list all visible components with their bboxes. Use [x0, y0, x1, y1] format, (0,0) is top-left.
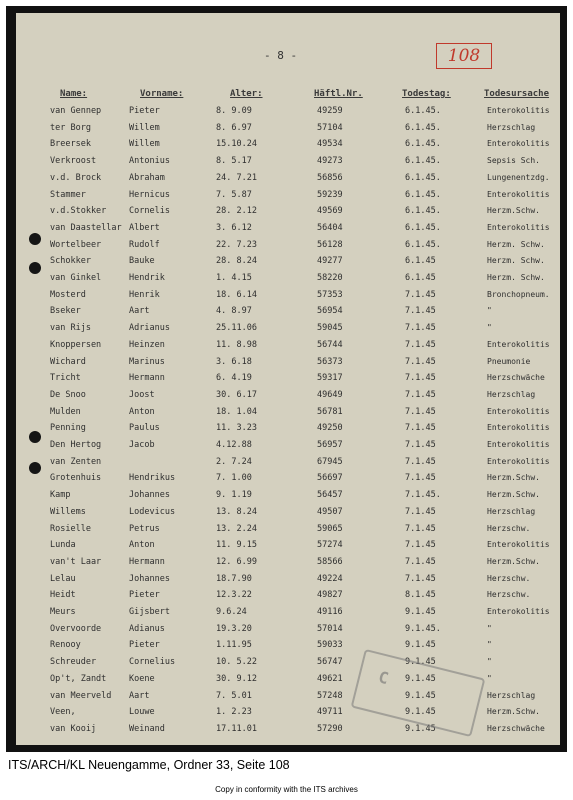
- cell-age: 8. 5.17: [216, 156, 252, 167]
- cell-nr: 58566: [317, 556, 343, 567]
- cell-nr: 57290: [317, 723, 343, 734]
- cell-first: Pieter: [129, 640, 160, 651]
- cell-nr: 67945: [317, 456, 343, 467]
- punch-hole: [29, 462, 41, 474]
- cell-name: Renooy: [50, 640, 81, 651]
- cell-date: 7.1.45: [405, 506, 436, 517]
- cell-date: 6.1.45.: [405, 222, 441, 233]
- cell-first: Paulus: [129, 423, 160, 434]
- cell-cause: Herzm.Schw.: [487, 473, 540, 483]
- cell-first: Hendrikus: [129, 473, 176, 484]
- document-page: [16, 13, 560, 745]
- cell-date: 7.1.45: [405, 540, 436, 551]
- cell-date: 6.1.45.: [405, 239, 441, 250]
- cell-name: Verkroost: [50, 156, 97, 167]
- cell-age: 13. 8.24: [216, 506, 257, 517]
- cell-cause: Herzschw.: [487, 573, 531, 583]
- cell-cause: Herzm.Schw.: [487, 556, 540, 566]
- cell-age: 9. 1.19: [216, 490, 252, 501]
- cell-cause: Pneumonie: [487, 356, 531, 366]
- table-row: [16, 203, 560, 219]
- cell-cause: Enterokolitis: [487, 406, 550, 416]
- punch-hole: [29, 233, 41, 245]
- table-row: [16, 237, 560, 253]
- cell-name: Den Hertog: [50, 440, 102, 450]
- cell-date: 7.1.45: [405, 339, 436, 350]
- cell-age: 30. 9.12: [216, 673, 257, 684]
- table-row: [16, 721, 560, 737]
- cell-date: 6.1.45.: [405, 139, 441, 150]
- cell-age: 12.3.22: [216, 590, 252, 601]
- cell-cause: Enterokolitis: [487, 139, 550, 149]
- cell-cause: Enterokolitis: [487, 423, 550, 433]
- table-row: [16, 504, 560, 520]
- cell-name: Kamp: [50, 490, 71, 501]
- cell-age: 1. 2.23: [216, 707, 252, 718]
- cell-nr: 49224: [317, 573, 343, 584]
- cell-age: 19.3.20: [216, 623, 252, 634]
- cell-first: Hendrik: [129, 273, 165, 283]
- cell-first: Antonius: [129, 156, 170, 167]
- cell-name: Wichard: [50, 356, 86, 367]
- cell-first: Marinus: [129, 356, 165, 367]
- table-row: [16, 287, 560, 303]
- table-row: [16, 136, 560, 152]
- cell-nr: 49569: [317, 206, 343, 217]
- cell-date: 7.1.45: [405, 323, 436, 334]
- archive-reference: ITS/ARCH/KL Neuengamme, Ordner 33, Seite 108: [8, 758, 290, 772]
- cell-cause: Herzschwäche: [487, 373, 545, 383]
- cell-name: Meurs: [50, 607, 76, 617]
- table-row: [16, 437, 560, 453]
- cell-name: van Ginkel: [50, 273, 102, 283]
- cell-age: 17.11.01: [216, 723, 257, 734]
- cell-cause: ": [487, 640, 492, 650]
- cell-date: 6.1.45.: [405, 122, 441, 133]
- header-age: Alter:: [230, 89, 263, 99]
- cell-name: van Gennep: [50, 106, 102, 116]
- cell-age: 7. 5.01: [216, 690, 252, 701]
- cell-date: 7.1.45: [405, 289, 436, 300]
- cell-cause: Enterokolitis: [487, 456, 550, 466]
- cell-first: Rudolf: [129, 239, 160, 250]
- cell-nr: 56781: [317, 406, 343, 417]
- cell-cause: Herzm. Schw.: [487, 256, 545, 266]
- cell-first: Gijsbert: [129, 607, 170, 617]
- cell-age: 11. 9.15: [216, 540, 257, 551]
- cell-cause: Herzm. Schw.: [487, 239, 545, 249]
- cell-date: 7.1.45: [405, 406, 436, 417]
- cell-first: Bauke: [129, 256, 155, 267]
- cell-nr: 49534: [317, 139, 343, 150]
- cell-first: Cornelis: [129, 206, 170, 217]
- cell-date: 8.1.45: [405, 590, 436, 601]
- cell-first: Johannes: [129, 490, 170, 501]
- cell-date: 6.1.45.: [405, 172, 441, 183]
- cell-name: Stammer: [50, 189, 86, 200]
- table-row: [16, 103, 560, 119]
- cell-age: 15.10.24: [216, 139, 257, 150]
- cell-name: Schokker: [50, 256, 91, 267]
- cell-cause: Enterokolitis: [487, 440, 550, 449]
- cell-name: Lunda: [50, 540, 76, 551]
- cell-name: De Snoo: [50, 389, 86, 400]
- cell-name: Schreuder: [50, 657, 97, 668]
- cell-date: 7.1.45: [405, 389, 436, 400]
- table-row: [16, 370, 560, 386]
- copy-notice: Copy in conformity with the ITS archives: [215, 785, 358, 794]
- cell-date: 7.1.45: [405, 423, 436, 434]
- cell-name: v.d.Stokker: [50, 206, 107, 217]
- cell-name: Penning: [50, 423, 86, 434]
- table-row: [16, 220, 560, 236]
- cell-nr: 56747: [317, 657, 343, 668]
- cell-nr: 49116: [317, 607, 343, 617]
- cell-age: 9.6.24: [216, 607, 247, 617]
- table-row: [16, 404, 560, 420]
- cell-age: 11. 8.98: [216, 339, 257, 350]
- cell-cause: Herzm. Schw.: [487, 273, 545, 282]
- cell-nr: 49649: [317, 389, 343, 400]
- cell-age: 2. 7.24: [216, 456, 252, 467]
- cell-name: Mulden: [50, 406, 81, 417]
- table-row: [16, 587, 560, 603]
- cell-name: van Meerveld: [50, 690, 112, 701]
- cell-first: Anton: [129, 540, 155, 551]
- cell-cause: Herzschlag: [487, 389, 536, 399]
- cell-age: 8. 6.97: [216, 122, 252, 133]
- cell-age: 3. 6.18: [216, 356, 252, 367]
- cell-cause: Herzschwäche: [487, 723, 545, 733]
- cell-name: van Rijs: [50, 323, 91, 334]
- punch-hole: [29, 431, 41, 443]
- cell-nr: 56856: [317, 172, 343, 183]
- cell-age: 3. 6.12: [216, 222, 252, 233]
- cell-first: Henrik: [129, 289, 160, 300]
- cell-date: 6.1.45.: [405, 206, 441, 217]
- cell-first: Cornelius: [129, 657, 176, 668]
- cell-date: 9.1.45: [405, 657, 436, 668]
- cell-name: van Zenten: [50, 456, 102, 467]
- table-row: [16, 654, 560, 670]
- cell-nr: 59033: [317, 640, 343, 651]
- cell-first: Aart: [129, 306, 150, 317]
- table-row: [16, 420, 560, 436]
- cell-date: 6.1.45: [405, 256, 436, 267]
- cell-nr: 49711: [317, 707, 343, 718]
- cell-cause: Enterokolitis: [487, 106, 550, 115]
- cell-age: 18. 6.14: [216, 289, 257, 300]
- cell-age: 30. 6.17: [216, 389, 257, 400]
- cell-date: 9.1.45: [405, 607, 436, 617]
- cell-name: Rosielle: [50, 523, 91, 534]
- cell-name: Heidt: [50, 590, 76, 601]
- header-cause-of-death: Todesursache: [484, 89, 550, 99]
- cell-date: 7.1.45: [405, 440, 436, 450]
- cell-first: Koene: [129, 673, 155, 684]
- cell-first: Pieter: [129, 106, 160, 116]
- cell-name: v.d. Brock: [50, 172, 102, 183]
- cell-cause: Herzschlag: [487, 690, 536, 700]
- cell-name: Op't, Zandt: [50, 673, 107, 684]
- cell-cause: ": [487, 306, 492, 316]
- cell-age: 4. 8.97: [216, 306, 252, 317]
- cell-age: 10. 5.22: [216, 657, 257, 668]
- cell-name: Knoppersen: [50, 339, 102, 350]
- cell-date: 7.1.45: [405, 473, 436, 484]
- cell-cause: Lungenentzdg.: [487, 172, 550, 182]
- table-row: [16, 320, 560, 336]
- cell-name: Willems: [50, 506, 86, 517]
- cell-cause: Enterokolitis: [487, 540, 550, 550]
- table-row: [16, 487, 560, 503]
- cell-age: 4.12.88: [216, 440, 252, 450]
- cell-age: 28. 8.24: [216, 256, 257, 267]
- cell-first: Hernicus: [129, 189, 170, 200]
- page-number: - 8 -: [264, 49, 298, 62]
- cell-name: Veen,: [50, 707, 76, 718]
- cell-nr: 49259: [317, 106, 343, 116]
- cell-age: 12. 6.99: [216, 556, 257, 567]
- cell-age: 25.11.06: [216, 323, 257, 334]
- cell-first: Lodevicus: [129, 506, 176, 517]
- cell-nr: 56697: [317, 473, 343, 484]
- header-first-name: Vorname:: [140, 89, 184, 99]
- cell-cause: Enterokolitis: [487, 222, 550, 232]
- cell-cause: Herzschlag: [487, 506, 536, 516]
- table-row: [16, 537, 560, 553]
- cell-cause: ": [487, 323, 492, 333]
- cell-name: Overvoorde: [50, 623, 102, 634]
- cell-nr: 56404: [317, 222, 343, 233]
- cell-age: 28. 2.12: [216, 206, 257, 217]
- cell-date: 9.1.45: [405, 707, 436, 718]
- cell-nr: 57274: [317, 540, 343, 551]
- cell-name: Breersek: [50, 139, 91, 150]
- cell-name: van Daastellar: [50, 222, 122, 233]
- cell-nr: 56954: [317, 306, 343, 317]
- table-row: [16, 470, 560, 486]
- table-row: [16, 554, 560, 570]
- cell-name: Bseker: [50, 306, 81, 317]
- cell-first: Johannes: [129, 573, 170, 584]
- cell-nr: 56457: [317, 490, 343, 501]
- cell-name: van Kooij: [50, 723, 97, 734]
- cell-first: Adianus: [129, 623, 165, 634]
- cell-name: Lelau: [50, 573, 76, 584]
- cell-first: Heinzen: [129, 339, 165, 350]
- header-name: Name:: [60, 89, 88, 99]
- cell-first: Hermann: [129, 556, 165, 567]
- table-row: [16, 337, 560, 353]
- cell-date: 7.1.45: [405, 373, 436, 384]
- cell-first: Hermann: [129, 373, 165, 384]
- cell-name: Wortelbeer: [50, 239, 102, 250]
- cell-date: 9.1.45: [405, 690, 436, 701]
- table-row: [16, 604, 560, 620]
- cell-age: 22. 7.23: [216, 239, 257, 250]
- cell-nr: 59239: [317, 189, 343, 200]
- cell-age: 13. 2.24: [216, 523, 257, 534]
- table-row: [16, 621, 560, 637]
- cell-cause: ": [487, 673, 492, 683]
- cell-age: 24. 7.21: [216, 172, 257, 183]
- cell-nr: 56373: [317, 356, 343, 367]
- table-row: [16, 521, 560, 537]
- cell-first: Louwe: [129, 707, 155, 718]
- cell-cause: Bronchopneum.: [487, 289, 550, 299]
- cell-age: 7. 5.87: [216, 189, 252, 200]
- table-row: [16, 387, 560, 403]
- cell-nr: 57353: [317, 289, 343, 300]
- cell-cause: Sepsis Sch.: [487, 156, 540, 166]
- cell-age: 18.7.90: [216, 573, 252, 584]
- cell-nr: 59065: [317, 523, 343, 534]
- cell-name: ter Borg: [50, 122, 91, 133]
- cell-nr: 58220: [317, 273, 343, 283]
- cell-first: Albert: [129, 222, 160, 233]
- cell-name: Tricht: [50, 373, 81, 384]
- cell-first: Willem: [129, 122, 160, 133]
- cell-cause: Herzm.Schw.: [487, 490, 540, 500]
- cell-nr: 49277: [317, 256, 343, 267]
- table-row: [16, 637, 560, 653]
- cell-cause: Herzschlag: [487, 122, 536, 132]
- cell-first: Petrus: [129, 523, 160, 534]
- table-row: [16, 253, 560, 269]
- cell-date: 7.1.45: [405, 356, 436, 367]
- header-prisoner-number: Häftl.Nr.: [314, 89, 363, 99]
- cell-first: Willem: [129, 139, 160, 150]
- cell-nr: 56957: [317, 440, 343, 450]
- cell-age: 1. 4.15: [216, 273, 252, 283]
- cell-first: Adrianus: [129, 323, 170, 334]
- table-row: [16, 354, 560, 370]
- cell-date: 9.1.45.: [405, 623, 441, 634]
- cell-date: 9.1.45: [405, 640, 436, 651]
- cell-first: Abraham: [129, 172, 165, 183]
- cell-cause: ": [487, 657, 492, 667]
- cell-nr: 57248: [317, 690, 343, 701]
- cell-nr: 57014: [317, 623, 343, 634]
- cell-cause: ": [487, 623, 492, 633]
- cell-date: 7.1.45.: [405, 490, 441, 501]
- cell-cause: Enterokolitis: [487, 607, 550, 616]
- cell-name: Grotenhuis: [50, 473, 102, 484]
- table-row: [16, 170, 560, 186]
- cell-first: Jacob: [129, 440, 155, 450]
- cell-cause: Herzm.Schw.: [487, 206, 540, 216]
- table-row: [16, 303, 560, 319]
- cell-date: 7.1.45: [405, 456, 436, 467]
- cell-age: 11. 3.23: [216, 423, 257, 434]
- cell-first: Aart: [129, 690, 150, 701]
- cell-nr: 49827: [317, 590, 343, 601]
- cell-name: Mosterd: [50, 289, 86, 300]
- cell-date: 6.1.45: [405, 273, 436, 283]
- cell-nr: 59317: [317, 373, 343, 384]
- cell-nr: 49507: [317, 506, 343, 517]
- cell-date: 9.1.45: [405, 723, 436, 734]
- cell-age: 8. 9.09: [216, 106, 252, 116]
- cell-date: 6.1.45.: [405, 189, 441, 200]
- table-row: [16, 454, 560, 470]
- cell-cause: Herzschw.: [487, 523, 531, 533]
- cell-nr: 57104: [317, 122, 343, 133]
- punch-hole: [29, 262, 41, 274]
- cell-date: 7.1.45: [405, 523, 436, 534]
- table-row: [16, 270, 560, 286]
- cell-age: 18. 1.04: [216, 406, 257, 417]
- cell-first: Pieter: [129, 590, 160, 601]
- cell-date: 7.1.45: [405, 306, 436, 317]
- archive-stamp-text: C: [376, 667, 393, 689]
- cell-cause: Enterokolitis: [487, 189, 550, 199]
- cell-first: Weinand: [129, 723, 165, 734]
- header-death-date: Todestag:: [402, 89, 451, 99]
- cell-nr: 49250: [317, 423, 343, 434]
- archive-page-stamp: 108: [436, 43, 492, 69]
- cell-cause: Enterokolitis: [487, 339, 550, 349]
- cell-cause: Herzm.Schw.: [487, 707, 540, 717]
- cell-nr: 49621: [317, 673, 343, 684]
- table-row: [16, 120, 560, 136]
- cell-date: 6.1.45.: [405, 106, 441, 116]
- cell-cause: Herzschw.: [487, 590, 531, 600]
- table-row: [16, 187, 560, 203]
- cell-nr: 59045: [317, 323, 343, 334]
- cell-date: 7.1.45: [405, 573, 436, 584]
- cell-date: 6.1.45.: [405, 156, 441, 167]
- cell-first: Joost: [129, 389, 155, 400]
- cell-first: Anton: [129, 406, 155, 417]
- cell-age: 7. 1.00: [216, 473, 252, 484]
- cell-nr: 49273: [317, 156, 343, 167]
- cell-date: 7.1.45: [405, 556, 436, 567]
- cell-date: 9.1.45: [405, 673, 436, 684]
- cell-age: 6. 4.19: [216, 373, 252, 384]
- cell-nr: 56744: [317, 339, 343, 350]
- table-row: [16, 571, 560, 587]
- cell-name: van't Laar: [50, 556, 102, 567]
- cell-nr: 56128: [317, 239, 343, 250]
- cell-age: 1.11.95: [216, 640, 252, 651]
- table-row: [16, 153, 560, 169]
